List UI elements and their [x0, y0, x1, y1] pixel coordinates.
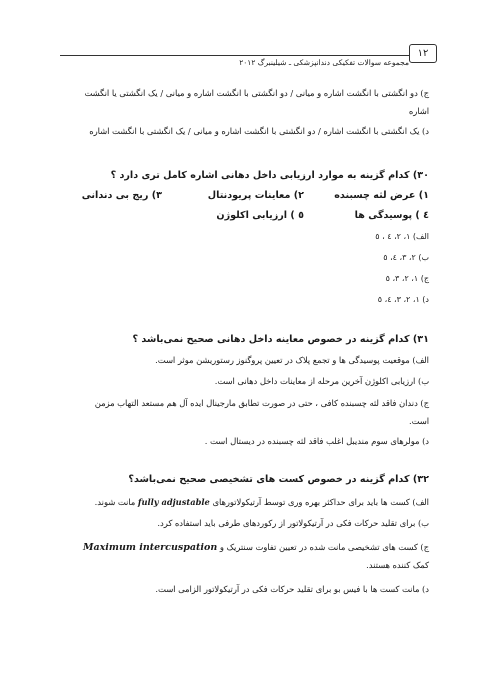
- q30-option-b: ب) ۲، ۳، ٤، ٥: [383, 253, 429, 262]
- prev-option-c-line2: اشاره: [408, 106, 429, 116]
- q30-option-a: الف) ۱، ۲، ٤ ، ٥: [375, 232, 429, 241]
- prev-option-c-line1: ج) دو انگشتی با انگشت اشاره و میانی / دو انگشتی با انگشت اشاره و میانی / یک انگشتی یا انگشت: [84, 88, 429, 98]
- q30-item-1: ۱) عرض لثه چسبنده: [334, 190, 429, 201]
- q32-option-a: [95, 495, 429, 510]
- q30-item-4: ٤ ) پوسیدگی ها: [354, 210, 429, 221]
- q31-option-c-line1: ج) دندان فاقد لثه چسبنده کافی ، حتی در صورت تطابق مارجینال ایده آل هم مستعد التهاب مزمن: [94, 398, 429, 408]
- q32-option-c-line1: [83, 540, 429, 555]
- q31-option-c-line2: است.: [408, 416, 429, 426]
- q30-option-d: د) ۱، ۲، ۳، ٤، ٥: [377, 295, 429, 304]
- q32-option-b: ب) برای تقلید حرکات فکی در آرتیکولاتور از رکوردهای طرفی باید استفاده کرد.: [157, 518, 429, 528]
- prev-option-d: د) یک انگشتی با انگشت اشاره / دو انگشتی با انگشت اشاره و میانی / یک انگشتی با انگشت اشاره: [89, 126, 429, 136]
- q31-stem: ۳۱) کدام گزینه در خصوص معاینه داخل دهانی صحیح نمی‌باشد ؟: [132, 334, 429, 345]
- q32-stem: ۳۲) کدام گزینه در خصوص کست های تشخیصی صحیح نمی‌باشد؟: [128, 474, 429, 485]
- q32-option-c-text: ج) کست های تشخیصی مانت شده در تعیین تفاوت سنتریک و: [219, 542, 429, 552]
- q30-item-3: ۳) ریج بی دندانی: [81, 190, 162, 201]
- header-title: مجموعه سوالات تفکیکی دندانپزشکی ـ شیلینبرگ ۲۰۱۲: [239, 58, 409, 67]
- q32-option-c-term: Maximum intercuspation: [82, 542, 218, 553]
- q32-option-a-text: الف) کست ها باید برای حداکثر بهره وری توسط آرتیکولاتورهای: [212, 497, 429, 507]
- q32-option-a-end: مانت شوند.: [94, 497, 136, 507]
- q30-stem: ۳۰) کدام گزینه به موارد ارزیابی داخل دهانی اشاره کامل تری دارد ؟: [110, 170, 429, 181]
- q32-option-c-line2: کمک کننده هستند.: [366, 560, 429, 570]
- q32-option-d: د) مانت کست ها با فیس بو برای تقلید حرکات فکی در آرتیکولاتور الزامی است.: [155, 584, 429, 594]
- page-number: ۱۲: [409, 44, 437, 63]
- q31-option-d: د) مولرهای سوم مندیبل اغلب فاقد لثه چسبنده در دیستال است .: [204, 436, 429, 446]
- q30-item-5: ٥ ) ارزیابی اکلوژن: [216, 210, 304, 221]
- q32-option-a-term: fully adjustable: [137, 497, 210, 507]
- q31-option-b: ب) ارزیابی اکلوژن آخرین مرحله از معاینات داخل دهانی است.: [214, 376, 429, 386]
- header-rule: [60, 55, 409, 56]
- q30-option-c: ج) ۱، ۲، ۳، ٥: [385, 274, 429, 283]
- q30-item-2: ۲) معاینات پریودنتال: [207, 190, 304, 201]
- q31-option-a: الف) موقعیت پوسیدگی ها و تجمع پلاک در تعیین پروگنوز رستوریشن موثر است.: [155, 355, 429, 365]
